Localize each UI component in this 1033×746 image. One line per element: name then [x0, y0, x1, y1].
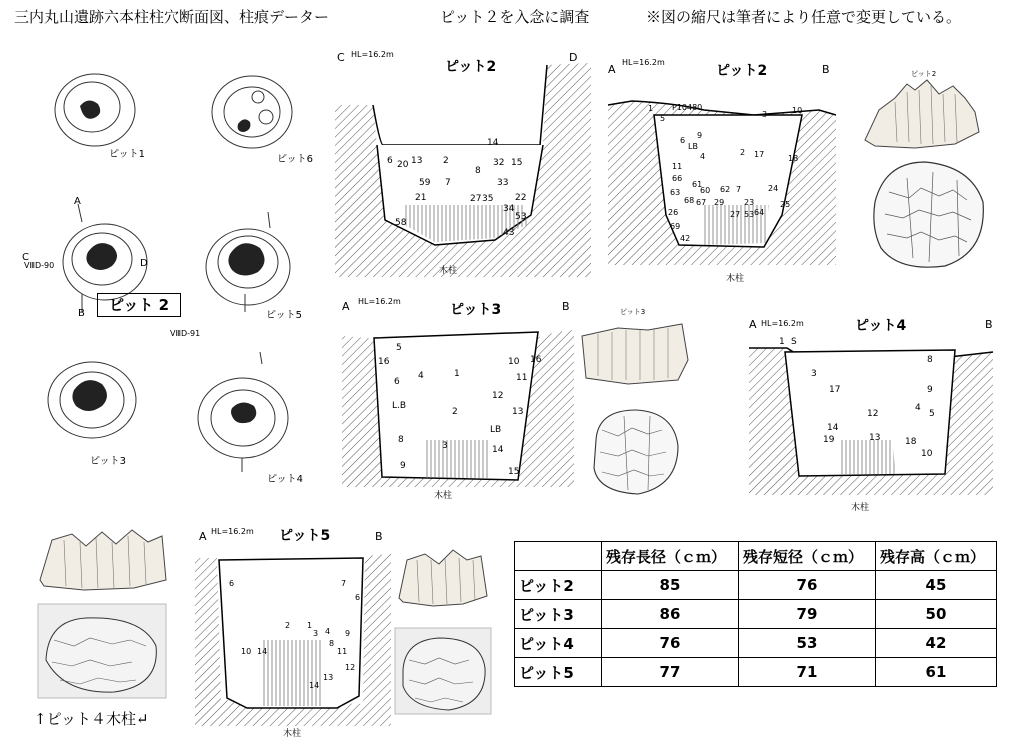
post-dimensions-table: [514, 541, 997, 687]
table-row: [515, 600, 997, 629]
pit3-post-label: 木柱: [434, 491, 453, 501]
pit2-section-ab: [604, 55, 840, 285]
pit2ab-left-mark: A: [608, 63, 616, 76]
svg-text:8: 8: [398, 435, 404, 445]
cell-short: 79: [738, 600, 875, 629]
pit3-title: ピット3: [450, 302, 502, 318]
svg-text:21: 21: [415, 193, 427, 203]
svg-text:8: 8: [329, 639, 335, 648]
pit-plan-view: [22, 62, 320, 494]
pit4-post-label: 木柱: [851, 503, 870, 513]
svg-text:64: 64: [754, 208, 765, 217]
svg-text:4: 4: [418, 371, 424, 381]
pit2cd-hl: HL=16.2m: [351, 50, 394, 59]
svg-text:14: 14: [487, 138, 499, 148]
svg-text:14: 14: [257, 647, 268, 656]
svg-text:17: 17: [829, 385, 841, 395]
svg-text:14: 14: [492, 445, 504, 455]
table-header-row: [515, 542, 997, 571]
svg-text:S: S: [791, 337, 797, 347]
cell-height: 61: [875, 658, 996, 687]
svg-text:13: 13: [869, 433, 881, 443]
plan-mark-91: VⅢD-91: [170, 329, 201, 338]
svg-text:53: 53: [515, 212, 527, 222]
svg-text:2: 2: [452, 407, 458, 417]
svg-text:1: 1: [307, 621, 313, 630]
svg-text:18: 18: [788, 154, 799, 163]
svg-text:33: 33: [497, 178, 509, 188]
svg-text:3: 3: [313, 629, 319, 638]
pit2ab-right-mark: B: [822, 63, 830, 76]
row-label: ピット2: [515, 571, 602, 600]
svg-text:60: 60: [700, 186, 711, 195]
cell-short: 71: [738, 658, 875, 687]
svg-text:26: 26: [668, 208, 679, 217]
cell-short: 53: [738, 629, 875, 658]
table-row: [515, 571, 997, 600]
svg-text:12: 12: [867, 409, 879, 419]
svg-text:16: 16: [530, 355, 542, 365]
svg-text:6: 6: [394, 377, 400, 387]
table-header-blank: [515, 542, 602, 571]
svg-text:29: 29: [714, 198, 725, 207]
pit4-section: [745, 310, 997, 515]
svg-text:12: 12: [345, 663, 356, 672]
pit3-photo-label: ピット3: [620, 308, 646, 316]
svg-text:15: 15: [511, 158, 523, 168]
pit2-photo-label: ピット2: [911, 70, 937, 78]
table-header-short-diameter: 残存短径（ｃｍ）: [738, 542, 875, 571]
plan-point-b: B: [78, 308, 85, 319]
svg-text:58: 58: [395, 218, 407, 228]
pit4-post-sketch: [34, 520, 174, 702]
svg-text:2: 2: [285, 621, 291, 630]
pit2cd-right-mark: D: [569, 51, 578, 64]
pit2ab-hl: HL=16.2m: [622, 58, 665, 67]
pit2cd-post-label: 木柱: [439, 266, 458, 276]
plan-point-c: C: [22, 252, 29, 263]
pit2cd-left-mark: C: [337, 51, 345, 64]
svg-text:53: 53: [744, 210, 755, 219]
svg-text:3: 3: [811, 369, 817, 379]
plan-label-pit6: ピット6: [277, 154, 313, 165]
svg-text:10: 10: [508, 357, 520, 367]
svg-text:27: 27: [470, 194, 482, 204]
svg-text:5: 5: [396, 343, 402, 353]
svg-text:2: 2: [740, 148, 746, 157]
pit2cd-title: ピット2: [445, 59, 497, 75]
header-note-investigation: ピット２を入念に調査: [440, 8, 590, 26]
svg-text:63: 63: [670, 188, 681, 197]
cell-height: 50: [875, 600, 996, 629]
svg-text:13: 13: [411, 156, 423, 166]
cell-long: 85: [602, 571, 739, 600]
svg-text:6: 6: [229, 579, 235, 588]
svg-text:43: 43: [503, 228, 515, 238]
svg-text:2: 2: [443, 156, 449, 166]
svg-text:69: 69: [670, 222, 681, 231]
svg-text:10: 10: [792, 106, 803, 115]
pit5-hl: HL=16.2m: [211, 527, 254, 536]
table-row: [515, 629, 997, 658]
plan-point-d: D: [140, 258, 148, 269]
pit3-hl: HL=16.2m: [358, 297, 401, 306]
plan-point-a: A: [74, 196, 81, 207]
svg-text:6: 6: [680, 136, 686, 145]
svg-text:5: 5: [660, 114, 666, 123]
pit3-right-mark: B: [562, 300, 570, 313]
svg-text:8: 8: [927, 355, 933, 365]
svg-text:17: 17: [754, 150, 765, 159]
pit3-post-sketch: [578, 300, 692, 500]
pit3-section: [338, 292, 574, 502]
table-header-long-diameter: 残存長径（ｃｍ）: [602, 542, 739, 571]
svg-text:4: 4: [700, 152, 706, 161]
pit5-left-mark: A: [199, 530, 207, 543]
plan-label-pit3: ピット3: [90, 456, 126, 467]
svg-text:14: 14: [309, 681, 320, 690]
svg-text:7: 7: [445, 178, 451, 188]
row-label: ピット4: [515, 629, 602, 658]
svg-text:3: 3: [442, 441, 448, 451]
row-label: ピット3: [515, 600, 602, 629]
svg-text:16: 16: [378, 357, 390, 367]
svg-text:11: 11: [337, 647, 348, 656]
svg-text:24: 24: [768, 184, 779, 193]
svg-text:32: 32: [493, 158, 505, 168]
pit2-post-sketch: [855, 62, 995, 282]
svg-text:7: 7: [341, 579, 347, 588]
pit2-highlight-label: ピット 2: [97, 293, 181, 317]
pit2ab-title: ピット2: [716, 63, 768, 79]
svg-text:19: 19: [823, 435, 835, 445]
svg-text:66: 66: [672, 174, 683, 183]
svg-text:59: 59: [419, 178, 431, 188]
row-label: ピット5: [515, 658, 602, 687]
table-row: [515, 658, 997, 687]
cell-long: 86: [602, 600, 739, 629]
pit4-left-mark: A: [749, 318, 757, 331]
svg-text:35: 35: [482, 194, 494, 204]
svg-text:14: 14: [827, 423, 839, 433]
svg-text:4: 4: [325, 627, 331, 636]
svg-text:7: 7: [736, 185, 742, 194]
svg-text:1: 1: [779, 337, 785, 347]
svg-text:11: 11: [672, 162, 683, 171]
svg-text:9: 9: [400, 461, 406, 471]
pit2-section-cd: [325, 45, 591, 277]
pit5-section: [187, 520, 393, 742]
svg-text:9: 9: [927, 385, 933, 395]
svg-text:27: 27: [730, 210, 741, 219]
svg-text:1: 1: [454, 369, 460, 379]
svg-text:61: 61: [692, 180, 703, 189]
pit5-post-sketch: [393, 540, 493, 718]
svg-text:13: 13: [512, 407, 524, 417]
pit2ab-feature-id: P10480: [672, 103, 703, 112]
svg-text:67: 67: [696, 198, 707, 207]
pit2ab-post-label: 木柱: [726, 274, 745, 284]
svg-text:LB: LB: [490, 425, 502, 435]
svg-text:68: 68: [684, 196, 695, 205]
svg-text:34: 34: [503, 204, 515, 214]
cell-height: 45: [875, 571, 996, 600]
svg-text:10: 10: [241, 647, 252, 656]
document-title: 三内丸山遺跡六本柱柱穴断面図、柱痕データー: [14, 8, 330, 26]
pit4-right-mark: B: [985, 318, 993, 331]
svg-text:18: 18: [905, 437, 917, 447]
plan-label-pit1: ピット1: [109, 149, 145, 160]
svg-text:22: 22: [515, 193, 527, 203]
svg-text:11: 11: [516, 373, 528, 383]
svg-text:3: 3: [762, 110, 768, 119]
pit4-post-caption: ↑ピット４木柱↵: [34, 710, 149, 728]
pit5-right-mark: B: [375, 530, 383, 543]
svg-text:4: 4: [915, 403, 921, 413]
pit3-left-mark: A: [342, 300, 350, 313]
svg-text:62: 62: [720, 185, 731, 194]
svg-text:15: 15: [508, 467, 520, 477]
svg-text:8: 8: [475, 166, 481, 176]
plan-mark-90: VⅢD-90: [24, 261, 55, 270]
pit5-post-label: 木柱: [283, 729, 302, 739]
svg-text:42: 42: [680, 234, 691, 243]
svg-text:LB: LB: [688, 142, 698, 151]
svg-text:12: 12: [492, 391, 504, 401]
svg-text:9: 9: [345, 629, 351, 638]
pit4-hl: HL=16.2m: [761, 319, 804, 328]
svg-text:23: 23: [744, 198, 755, 207]
pit-plan-view-drawing: [22, 62, 320, 494]
svg-text:20: 20: [397, 160, 409, 170]
table-header-height: 残存高（ｃｍ）: [875, 542, 996, 571]
svg-text:6: 6: [387, 156, 393, 166]
svg-text:L.B: L.B: [392, 401, 407, 411]
cell-long: 77: [602, 658, 739, 687]
svg-text:5: 5: [929, 409, 935, 419]
pit4-title: ピット4: [855, 318, 907, 334]
svg-text:13: 13: [323, 673, 334, 682]
plan-label-pit5: ピット5: [266, 310, 302, 321]
plan-label-pit4: ピット4: [267, 474, 303, 485]
cell-long: 76: [602, 629, 739, 658]
svg-text:25: 25: [780, 200, 791, 209]
svg-text:1: 1: [648, 104, 654, 113]
svg-text:10: 10: [921, 449, 933, 459]
header-note-scale: ※図の縮尺は筆者により任意で変更している。: [646, 8, 962, 26]
svg-text:6: 6: [355, 593, 361, 602]
pit5-title: ピット5: [279, 528, 331, 544]
cell-height: 42: [875, 629, 996, 658]
svg-text:9: 9: [697, 131, 703, 140]
cell-short: 76: [738, 571, 875, 600]
